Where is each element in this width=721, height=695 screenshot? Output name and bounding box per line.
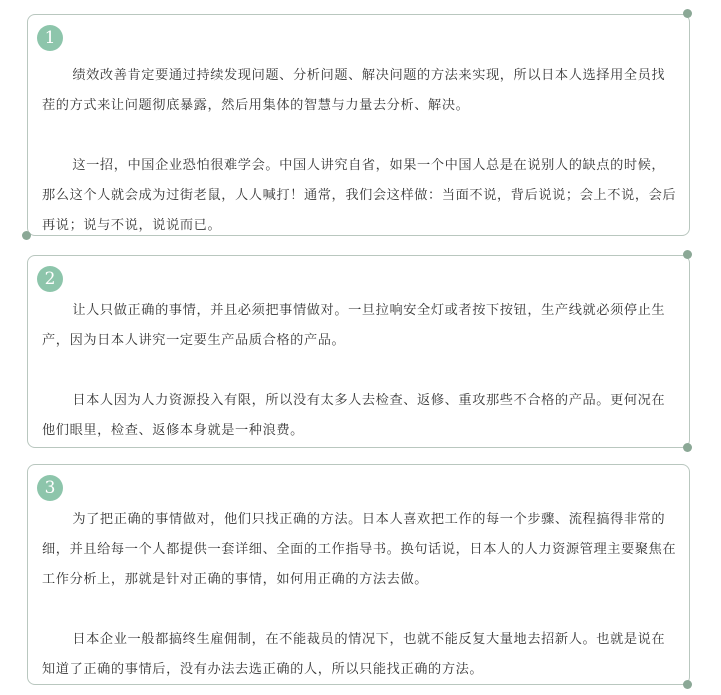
paragraph: 让人只做正确的事情，并且必须把事情做对。一旦拉响安全灯或者按下按钮，生产线就必须停止生产，因为日本人讲究一定要生产品质合格的产品。 bbox=[42, 303, 666, 348]
section-text bbox=[42, 61, 677, 241]
decorative-dot bbox=[683, 443, 692, 452]
section-text bbox=[42, 296, 677, 446]
section-number-badge: 3 bbox=[37, 475, 63, 501]
decorative-dot bbox=[22, 231, 31, 240]
paragraph: 日本人因为人力资源投入有限，所以没有太多人去检查、返修、重攻那些不合格的产品。更何况在他们眼里，检查、返修本身就是一种浪费。 bbox=[42, 393, 666, 438]
section-text bbox=[42, 505, 677, 685]
paragraph: 这一招，中国企业恐怕很难学会。中国人讲究自省，如果一个中国人总是在说别人的缺点的时候，那么这个人就会成为过街老鼠，人人喊打！通常，我们会这样做：当面不说，背后说说；会上不说，会后再说；说与不说，说说而已。 bbox=[42, 158, 677, 233]
section-card-1 bbox=[27, 14, 690, 236]
decorative-dot bbox=[683, 9, 692, 18]
section-card-3 bbox=[27, 464, 690, 685]
paragraph: 为了把正确的事情做对，他们只找正确的方法。日本人喜欢把工作的每一个步骤、流程搞得非常的细，并且给每一个人都提供一套详细、全面的工作指导书。换句话说，日本人的人力资源管理主要聚焦在工作分析上，那就是针对正确的事情，如何用正确的方法去做。 bbox=[42, 512, 677, 587]
paragraph: 绩效改善肯定要通过持续发现问题、分析问题、解决问题的方法来实现，所以日本人选择用全员找茬的方式来让问题彻底暴露，然后用集体的智慧与力量去分析、解决。 bbox=[42, 68, 666, 113]
section-number-badge: 1 bbox=[37, 25, 63, 51]
paragraph: 日本企业一般都搞终生雇佣制，在不能裁员的情况下，也就不能反复大量地去招新人。也就是说在知道了正确的事情后，没有办法去选正确的人，所以只能找正确的方法。 bbox=[42, 632, 666, 677]
decorative-dot bbox=[683, 680, 692, 689]
section-number-badge: 2 bbox=[37, 266, 63, 292]
section-card-2 bbox=[27, 255, 690, 448]
decorative-dot bbox=[683, 250, 692, 259]
